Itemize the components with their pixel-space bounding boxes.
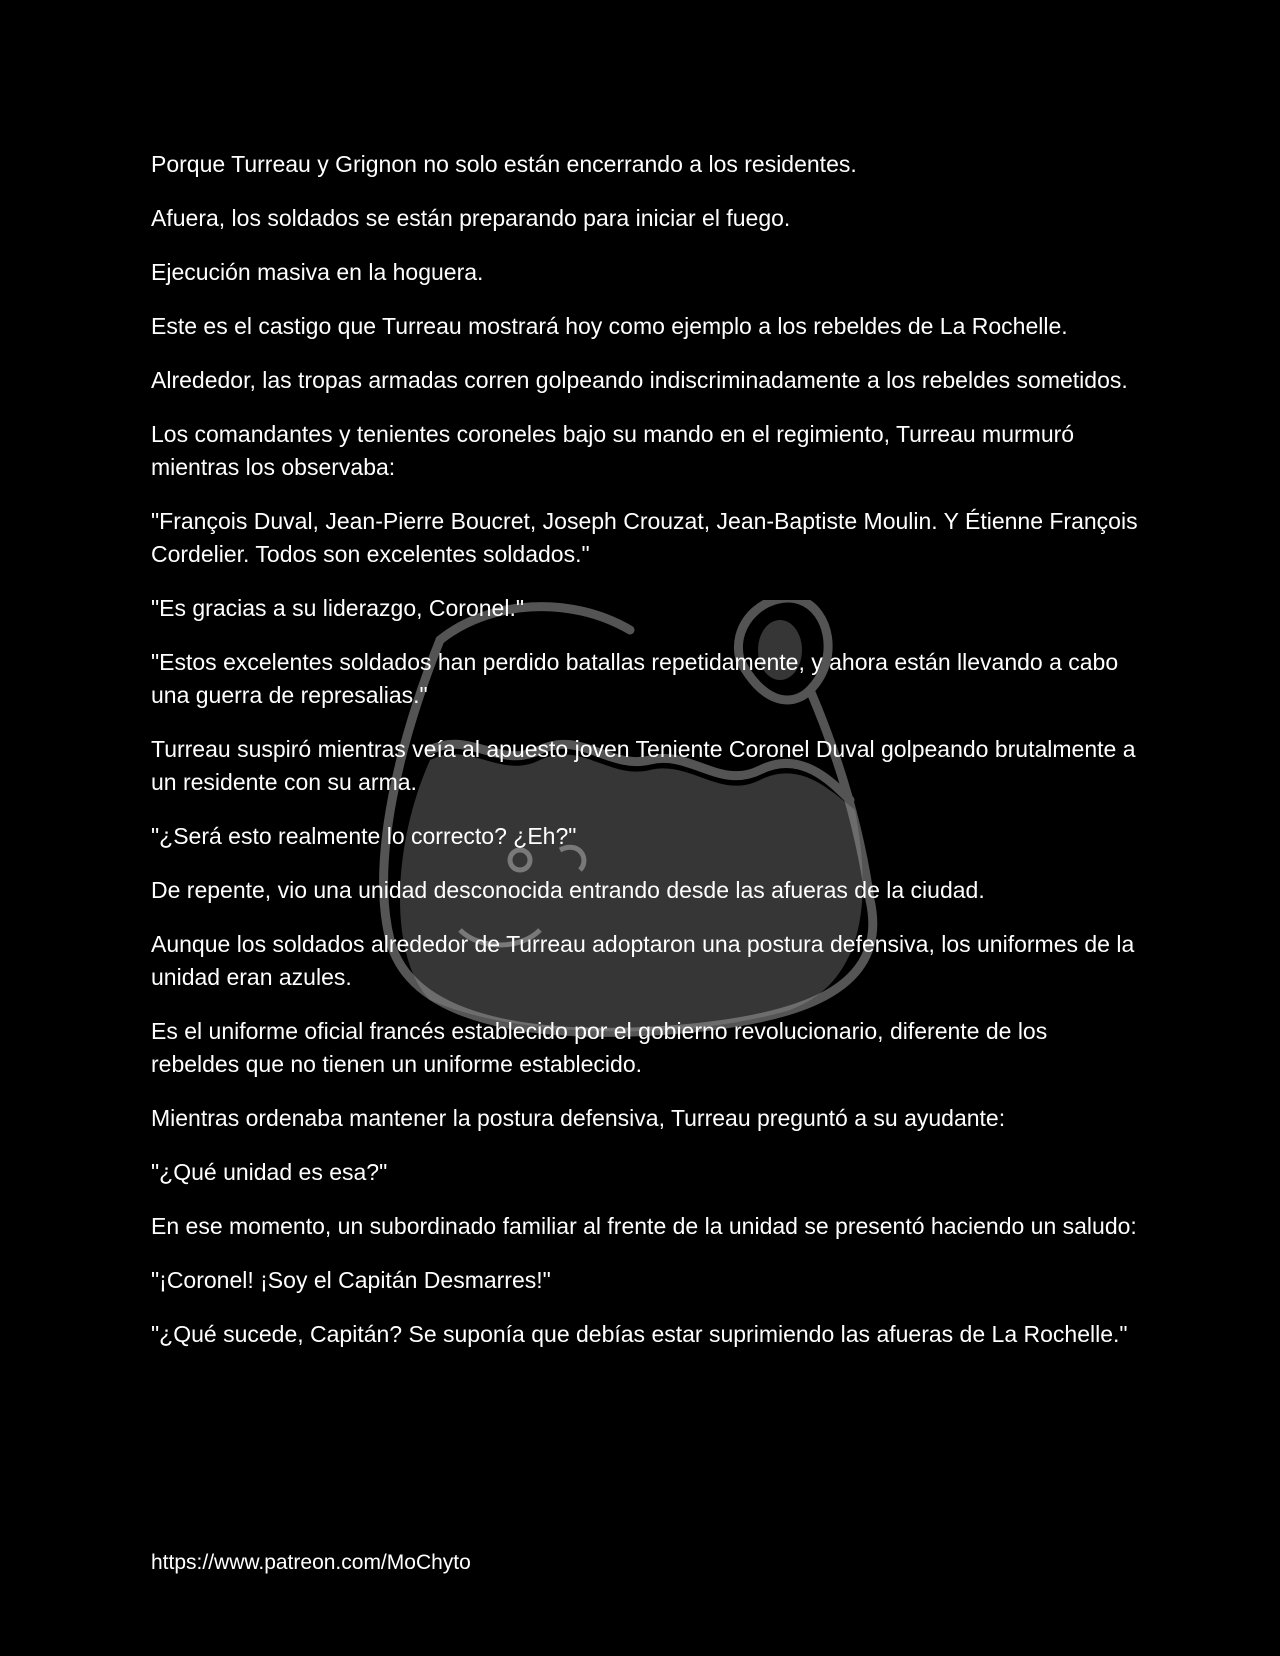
paragraph: "¡Coronel! ¡Soy el Capitán Desmarres!" [151, 1267, 551, 1293]
paragraph: Porque Turreau y Grignon no solo están encerrando a los residentes. [151, 151, 857, 177]
paragraph: De repente, vio una unidad desconocida entrando desde las afueras de la ciudad. [151, 877, 985, 903]
paragraph: "Estos excelentes soldados han perdido batallas repetidamente, y ahora están llevando a cabo una guerra de represalias." [151, 649, 1119, 708]
paragraph: "François Duval, Jean-Pierre Boucret, Joseph Crouzat, Jean-Baptiste Moulin. Y Étienne François Cordelier. Todos son excelentes soldados." [151, 508, 1138, 567]
story-text [151, 148, 1141, 1372]
paragraph: Aunque los soldados alrededor de Turreau adoptaron una postura defensiva, los uniformes de la unidad eran azules. [151, 931, 1135, 990]
paragraph: Mientras ordenaba mantener la postura defensiva, Turreau preguntó a su ayudante: [151, 1105, 1006, 1131]
paragraph: "¿Será esto realmente lo correcto? ¿Eh?" [151, 823, 577, 849]
paragraph: "¿Qué sucede, Capitán? Se suponía que debías estar suprimiendo las afueras de La Rochelle." [151, 1321, 1128, 1347]
paragraph: Este es el castigo que Turreau mostrará hoy como ejemplo a los rebeldes de La Rochelle. [151, 313, 1068, 339]
paragraph: "Es gracias a su liderazgo, Coronel." [151, 595, 525, 621]
paragraph: "¿Qué unidad es esa?" [151, 1159, 388, 1185]
paragraph: Es el uniforme oficial francés establecido por el gobierno revolucionario, diferente de los rebeldes que no tienen un uniforme establecido. [151, 1018, 1048, 1077]
paragraph: Los comandantes y tenientes coroneles bajo su mando en el regimiento, Turreau murmuró mientras los observaba: [151, 421, 1075, 480]
paragraph: Alrededor, las tropas armadas corren golpeando indiscriminadamente a los rebeldes sometidos. [151, 367, 1128, 393]
paragraph: En ese momento, un subordinado familiar al frente de la unidad se presentó haciendo un saludo: [151, 1213, 1137, 1239]
patreon-link[interactable]: https://www.patreon.com/MoChyto [151, 1551, 471, 1574]
paragraph: Turreau suspiró mientras veía al apuesto joven Teniente Coronel Duval golpeando brutalmente a un residente con su arma. [151, 736, 1136, 795]
paragraph: Afuera, los soldados se están preparando para iniciar el fuego. [151, 205, 791, 231]
paragraph: Ejecución masiva en la hoguera. [151, 259, 484, 285]
